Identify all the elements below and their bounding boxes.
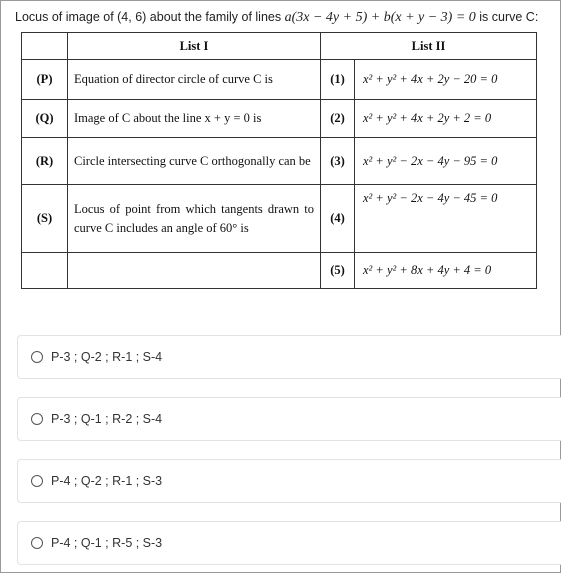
option-label: P-4 ; Q-2 ; R-1 ; S-3	[51, 474, 163, 488]
table-row	[22, 185, 537, 253]
question-prefix: Locus of image of (4, 6) about the family of lines	[15, 10, 285, 24]
row-equation: x² + y² − 2x − 4y − 45 = 0	[355, 185, 537, 253]
question-formula: a(3x − 4y + 5) + b(x + y − 3) = 0	[284, 10, 476, 25]
row-equation: x² + y² + 4x + 2y + 2 = 0	[355, 100, 537, 138]
option-label: P-3 ; Q-2 ; R-1 ; S-4	[51, 350, 163, 364]
row-number: (1)	[321, 60, 355, 100]
radio-button-icon[interactable]	[31, 413, 43, 425]
question-suffix: is curve C:	[475, 10, 539, 24]
table-row	[22, 60, 537, 100]
row-number: (2)	[321, 100, 355, 138]
row-number: (4)	[321, 185, 355, 253]
header-list-1: List I	[68, 33, 321, 60]
radio-button-icon[interactable]	[31, 537, 43, 549]
row-number: (3)	[321, 138, 355, 185]
table-row	[22, 138, 537, 185]
row-number: (5)	[321, 253, 355, 289]
row-label: (P)	[22, 60, 68, 100]
row-text: Circle intersecting curve C orthogonally can be	[68, 138, 321, 185]
row-label: (Q)	[22, 100, 68, 138]
table-row	[22, 253, 537, 289]
option-label: P-4 ; Q-1 ; R-5 ; S-3	[51, 536, 163, 550]
radio-button-icon[interactable]	[31, 475, 43, 487]
option-1[interactable]	[17, 335, 561, 379]
row-label	[22, 253, 68, 289]
table-row	[22, 100, 537, 138]
row-equation: x² + y² + 8x + 4y + 4 = 0	[355, 253, 537, 289]
option-3[interactable]	[17, 459, 561, 503]
row-label: (S)	[22, 185, 68, 253]
header-blank	[22, 33, 68, 60]
row-text: Equation of director circle of curve C is	[68, 60, 321, 100]
option-4[interactable]	[17, 521, 561, 565]
radio-button-icon[interactable]	[31, 351, 43, 363]
row-text: Locus of point from which tangents drawn to curve C includes an angle of 60° is	[68, 185, 321, 253]
row-equation: x² + y² + 4x + 2y − 20 = 0	[355, 60, 537, 100]
option-2[interactable]	[17, 397, 561, 441]
header-list-2: List II	[321, 33, 537, 60]
row-equation: x² + y² − 2x − 4y − 95 = 0	[355, 138, 537, 185]
question-text	[15, 10, 538, 26]
row-label: (R)	[22, 138, 68, 185]
table-header-row	[22, 33, 537, 60]
row-text	[68, 253, 321, 289]
option-label: P-3 ; Q-1 ; R-2 ; S-4	[51, 412, 163, 426]
match-table	[21, 32, 537, 289]
row-text: Image of C about the line x + y = 0 is	[68, 100, 321, 138]
